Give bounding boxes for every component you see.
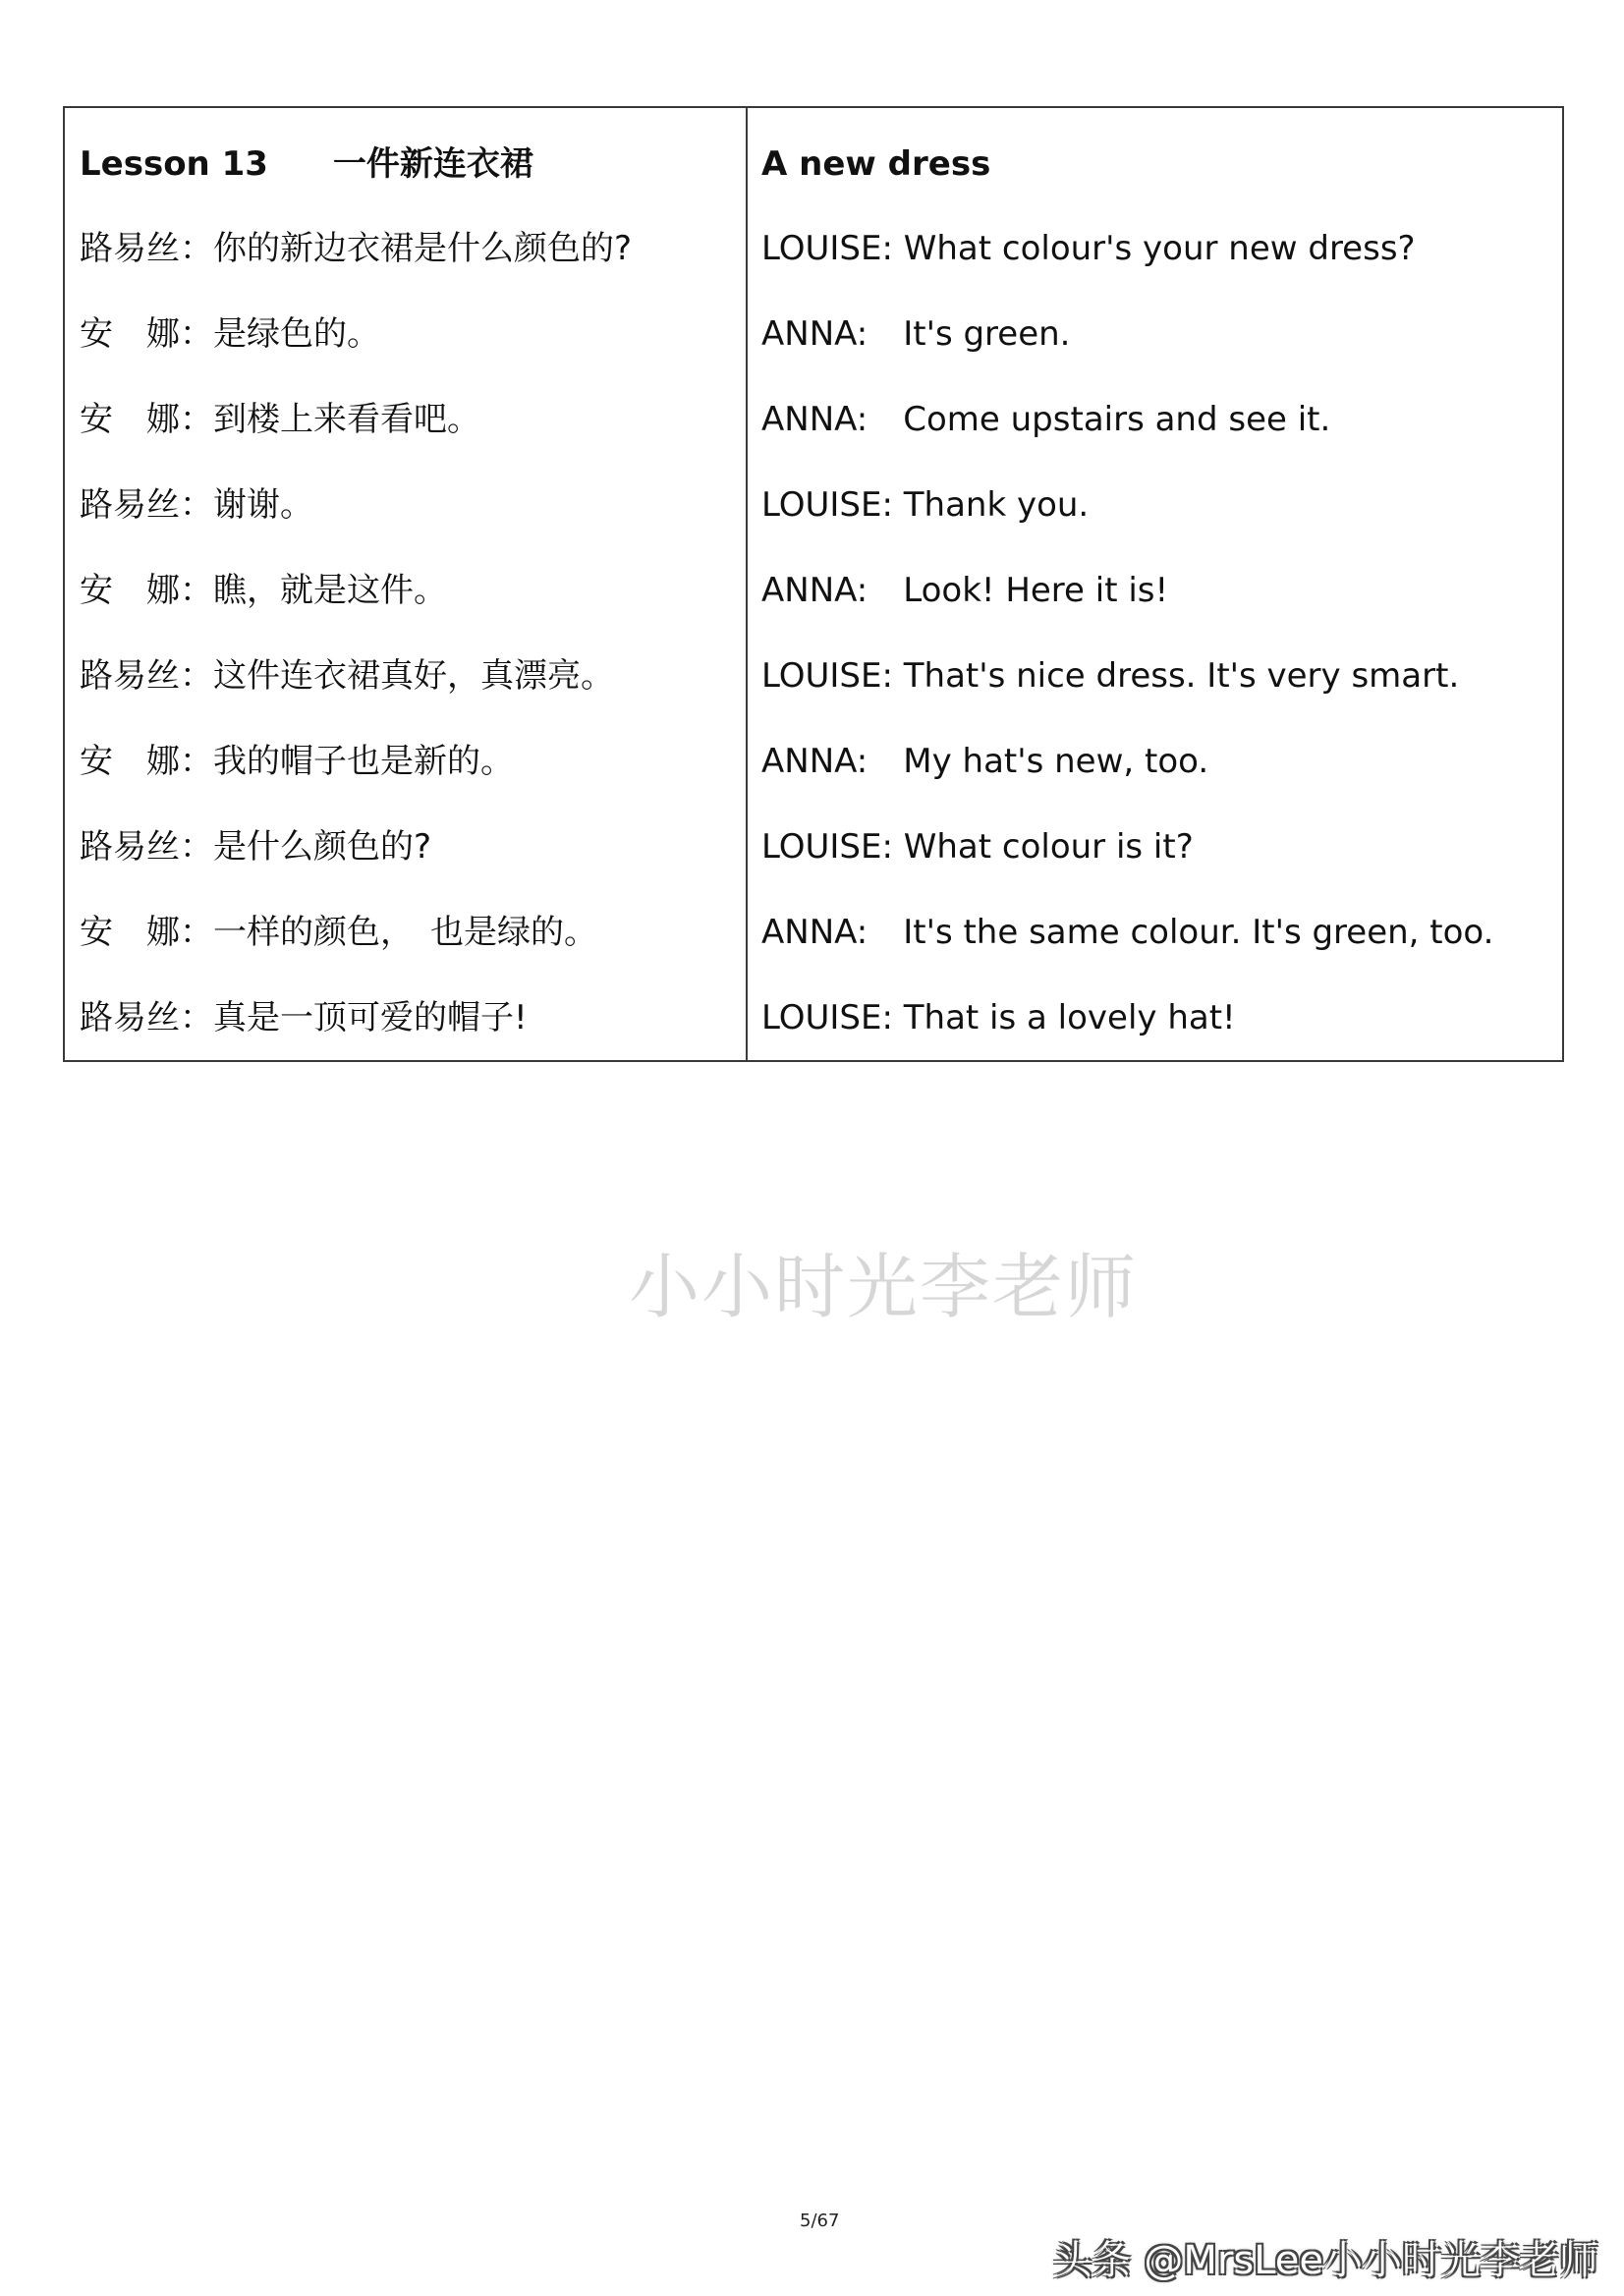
line-text-zh: 一样的颜色， 也是绿的。 xyxy=(213,913,597,952)
line-text-zh: 真是一顶可爱的帽子! xyxy=(213,998,528,1037)
dialogue-line-en xyxy=(761,463,1562,548)
speaker-en: ANNA: xyxy=(761,400,868,439)
speaker-zh: 路易丝： xyxy=(80,998,213,1037)
speaker-zh: 安 娜： xyxy=(80,571,213,610)
speaker-zh: 安 娜： xyxy=(80,314,213,354)
line-text-zh: 瞧，就是这件。 xyxy=(213,571,447,610)
dialogue-line-zh xyxy=(80,634,746,719)
lesson-title-zh: 一件新连衣裙 xyxy=(332,144,533,184)
dialogue-line-en xyxy=(761,292,1562,377)
line-text-zh: 是什么颜色的? xyxy=(213,827,432,867)
speaker-zh: 路易丝： xyxy=(80,827,213,867)
speaker-en: LOUISE: xyxy=(761,998,893,1037)
speaker-zh: 安 娜： xyxy=(80,913,213,952)
line-text-en: That is a lovely hat! xyxy=(903,998,1236,1037)
speaker-en: ANNA: xyxy=(761,314,868,354)
speaker-zh: 路易丝： xyxy=(80,656,213,696)
dialogue-line-zh xyxy=(80,377,746,463)
dialogue-line-en xyxy=(761,377,1562,463)
dialogue-line-en xyxy=(761,890,1562,976)
line-text-zh: 是绿色的。 xyxy=(213,314,380,354)
speaker-en: LOUISE: xyxy=(761,485,893,525)
dialogue-line-zh xyxy=(80,548,746,634)
line-text-en: Look! Here it is! xyxy=(903,571,1169,610)
chinese-column xyxy=(64,107,747,1061)
speaker-en: ANNA: xyxy=(761,742,868,781)
speaker-en: ANNA: xyxy=(761,571,868,610)
dialogue-line-zh xyxy=(80,206,746,292)
dialogue-line-zh xyxy=(80,292,746,377)
page-number: 5/67 xyxy=(800,2211,840,2231)
line-text-en: It's green. xyxy=(903,314,1071,354)
lesson-number: Lesson 13 xyxy=(80,144,268,184)
dialogue-line-en xyxy=(761,719,1562,805)
dialogue-line-zh xyxy=(80,805,746,890)
dialogue-line-zh xyxy=(80,463,746,548)
dialogue-line-en xyxy=(761,976,1562,1060)
line-text-en: Come upstairs and see it. xyxy=(903,400,1331,439)
english-column xyxy=(747,107,1563,1061)
dialogue-line-en xyxy=(761,805,1562,890)
speaker-zh: 安 娜： xyxy=(80,742,213,781)
speaker-en: ANNA: xyxy=(761,913,868,952)
speaker-en: LOUISE: xyxy=(761,827,893,867)
line-text-en: My hat's new, too. xyxy=(903,742,1209,781)
lesson-title-en: A new dress xyxy=(761,144,991,184)
speaker-zh: 路易丝： xyxy=(80,229,213,268)
dialogue-line-en xyxy=(761,206,1562,292)
dialogue-line-zh xyxy=(80,719,746,805)
dialogue-line-zh xyxy=(80,976,746,1060)
source-watermark: 头条 @MrsLee小小时光李老师 xyxy=(1052,2238,1598,2283)
dialogue-line-en xyxy=(761,548,1562,634)
line-text-zh: 到楼上来看看吧。 xyxy=(213,400,480,439)
line-text-en: It's the same colour. It's green, too. xyxy=(903,913,1494,952)
watermark-text: 小小时光李老师 xyxy=(629,1246,1139,1328)
speaker-en: LOUISE: xyxy=(761,656,893,696)
line-text-zh: 谢谢。 xyxy=(213,485,313,525)
speaker-zh: 路易丝： xyxy=(80,485,213,525)
line-text-en: Thank you. xyxy=(903,485,1090,525)
line-text-en: What colour's your new dress? xyxy=(903,229,1416,268)
line-text-zh: 我的帽子也是新的。 xyxy=(213,742,514,781)
dialogue-line-en xyxy=(761,634,1562,719)
line-text-en: What colour is it? xyxy=(903,827,1194,867)
line-text-zh: 这件连衣裙真好，真漂亮。 xyxy=(213,656,614,696)
line-text-en: That's nice dress. It's very smart. xyxy=(903,656,1460,696)
dialogue-line-zh xyxy=(80,890,746,976)
speaker-en: LOUISE: xyxy=(761,229,893,268)
lesson-heading-zh xyxy=(80,122,746,206)
speaker-zh: 安 娜： xyxy=(80,400,213,439)
lesson-table xyxy=(63,106,1564,1062)
line-text-zh: 你的新边衣裙是什么颜色的? xyxy=(213,229,633,268)
